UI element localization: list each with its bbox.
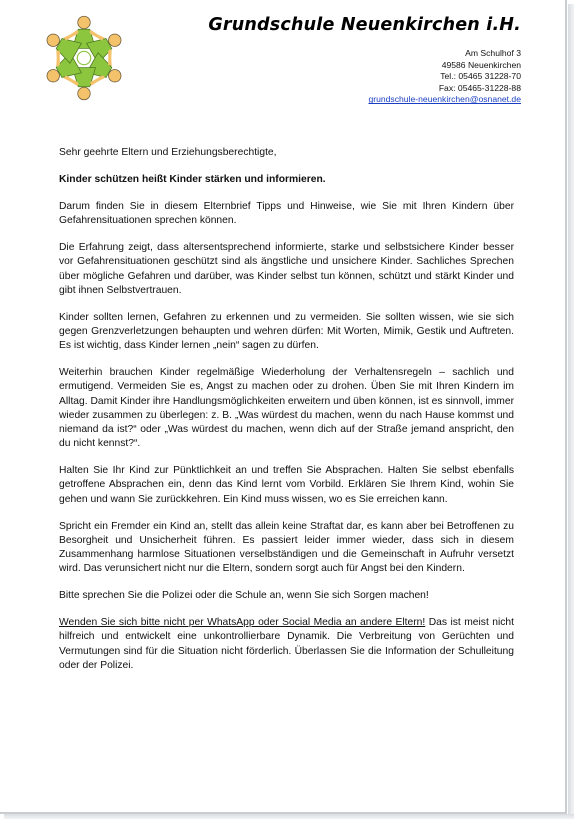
page-shadow-bottom: [4, 814, 574, 819]
address-phone: Tel.: 05465 31228-70: [440, 71, 521, 82]
letter-paragraph: Halten Sie Ihr Kind zur Pünktlichkeit an und treffen Sie Absprachen. Halten Sie selbst ebenfalls getroffene Absprachen ein, denn das Kind lernt vom Vorbild. Erklären Sie Ihrem Kind, wohin Sie gehen und wann Sie zurückkehren. Ein Kind muss wissen, wo es Sie erreichen kann.: [59, 465, 514, 505]
address-fax: Fax: 05465-31228-88: [438, 82, 521, 93]
school-address: [368, 48, 521, 106]
letter-body: [59, 146, 514, 686]
address-street: Am Schulhof 3: [465, 48, 521, 58]
school-name: Grundschule Neuenkirchen i.H.: [208, 15, 521, 35]
letter-salutation: Sehr geehrte Eltern und Erziehungsberechtigte,: [59, 147, 277, 158]
whatsapp-warning: Wenden Sie sich bitte nicht per WhatsApp oder Social Media an andere Eltern!: [59, 617, 426, 629]
final-paragraph-rest: Das ist meist nicht hilfreich und entwickelt eine unkontrollierbare Dynamik. Die Verbreitung von Gerüchten und Vermutungen sind für die Situation nicht förderlich. Überlassen Sie die Information der Schulleitung oder der Polizei.: [59, 617, 515, 671]
letter-paragraph: Kinder sollten lernen, Gefahren zu erkennen und zu vermeiden. Sie sollten wissen, wie sie sich gegen Grenzverletzungen behaupten und wehren dürfen: Mit Worten, Mimik, Gestik und Auftreten. Es ist wichtig, dass Kinder lernen „nein“ sagen zu dürfen.: [59, 311, 514, 352]
letter-paragraph: Spricht ein Fremder ein Kind an, stellt das allein keine Straftat dar, es kann aber bei Betroffenen zu Besorgheit und Unsicherheit führen. Es passiert leider immer wieder, dass sich in diesem Zusammenhang harmlose Situationen verselbständigen und die Gemeinschaft in Aufruhr versetzt wird. Das verunsichert nicht nur die Eltern, sondern sorgt auch für Angst bei den Kindern.: [59, 520, 514, 575]
page-shadow-right: [568, 4, 574, 819]
letter-paragraph: Weiterhin brauchen Kinder regelmäßige Wiederholung der Verhaltensregeln – sachlich und ermutigend. Vermeiden Sie es, Angst zu machen oder zu drohen. Üben Sie mit Ihren Kindern im Alltag. Damit Kinder ihre Handlungsmöglichkeiten erweitern und üben können, ist es sinnvoll, immer wieder zusammen zu überlegen: z. B. „Was würdest du machen, wenn du nach Hause kommst und niemand da ist?“ oder „Was würdest du machen, wenn dich auf der Straße jemand anspricht, den du nicht kennst?“.: [59, 367, 515, 450]
address-city: 49586 Neuenkirchen: [441, 59, 521, 70]
letter-paragraph: Bitte sprechen Sie die Polizei oder die Schule an, wenn Sie sich Sorgen machen!: [59, 590, 429, 602]
letter-paragraph: Die Erfahrung zeigt, dass altersentsprechend informierte, starke und selbstsichere Kinder besser vor Gefahrensituationen geschützt sind als ängstliche und unsichere Kinder. Sachliches Sprechen über mögliche Gefahren und darüber, was Kinder selbst tun können, schützt und stärkt Kinder und gibt ihnen Selbstvertrauen.: [59, 242, 514, 296]
children-circle-logo-icon: [36, 10, 132, 106]
letter-paragraph: Darum finden Sie in diesem Elternbrief Tipps und Hinweise, wie Sie mit Ihren Kindern über Gefahrensituationen sprechen können.: [59, 201, 514, 227]
letter-final-paragraph: [59, 616, 514, 673]
letter-headline: Kinder schützen heißt Kinder stärken und informieren.: [59, 174, 326, 185]
email-link[interactable]: grundschule-neuenkirchen@osnanet.de: [368, 94, 521, 105]
